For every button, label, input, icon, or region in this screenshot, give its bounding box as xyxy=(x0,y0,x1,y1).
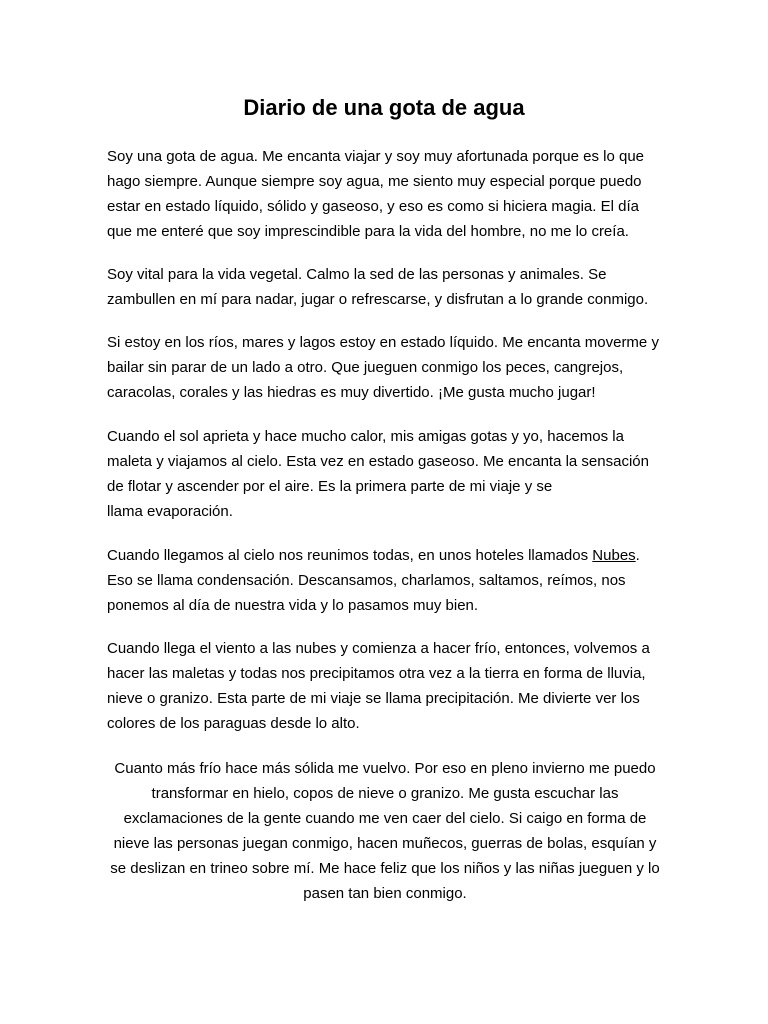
paragraph-4-end: llama evaporación. xyxy=(107,503,233,520)
paragraph-1: Soy una gota de agua. Me encanta viajar y soy muy afortunada porque es lo que hago siempre. Aunque siempre soy agua, me siento muy especial porque puedo estar en estado líquido, sólido y gaseoso, y eso es como si hiciera magia. El día que me enteré que soy imprescindible para la vida del hombre, no me lo creía. xyxy=(107,148,645,240)
paragraph-6: Cuando llega el viento a las nubes y comienza a hacer frío, entonces, volvemos a hacer las maletas y todas nos precipitamos otra vez a la tierra en forma de lluvia, nieve o granizo. Esta parte de mi viaje se llama precipitación. Me divierte ver los colores de los paraguas desde lo alto. xyxy=(107,640,650,732)
paragraph-7: Cuanto más frío hace más sólida me vuelvo. Por eso en pleno invierno me puedo transformar en hielo, copos de nieve o granizo. Me gusta escuchar las exclamaciones de la gente cuando me ven caer del cielo. Si caigo en forma de nieve las personas juegan conmigo, hacen muñecos, guerras de bolas, esquían y se deslizan en trineo sobre mí. Me hace feliz que los niños y las niñas jueguen y lo pasen tan bien conmigo. xyxy=(110,760,660,902)
paragraph-4 xyxy=(107,424,663,524)
paragraph-5-start: Cuando llegamos al cielo nos reunimos todas, en unos hoteles llamados xyxy=(107,547,593,564)
page-title: Diario de una gota de agua xyxy=(243,95,525,120)
paragraph-3: Si estoy en los ríos, mares y lagos estoy en estado líquido. Me encanta moverme y bailar sin parar de un lado a otro. Que jueguen conmigo los peces, cangrejos, caracolas, corales y las hiedras es muy divertido. ¡Me gusta mucho jugar! xyxy=(107,334,659,401)
nubes-link[interactable]: Nubes xyxy=(592,547,636,564)
paragraph-4-text: Cuando el sol aprieta y hace mucho calor, mis amigas gotas y yo, hacemos la maleta y viajamos al cielo. Esta vez en estado gaseoso. Me encanta la sensación de flotar y ascender por el aire. Es la primera parte de mi viaje y se xyxy=(107,428,649,495)
paragraph-2: Soy vital para la vida vegetal. Calmo la sed de las personas y animales. Se zambullen en mí para nadar, jugar o refrescarse, y disfrutan a lo grande conmigo. xyxy=(107,266,649,308)
paragraph-5 xyxy=(107,543,663,618)
paragraph-5-end: . Eso se llama condensación. Descansamos, charlamos, saltamos, reímos, nos ponemos al día de nuestra vida y lo pasamos muy bien. xyxy=(107,547,640,614)
